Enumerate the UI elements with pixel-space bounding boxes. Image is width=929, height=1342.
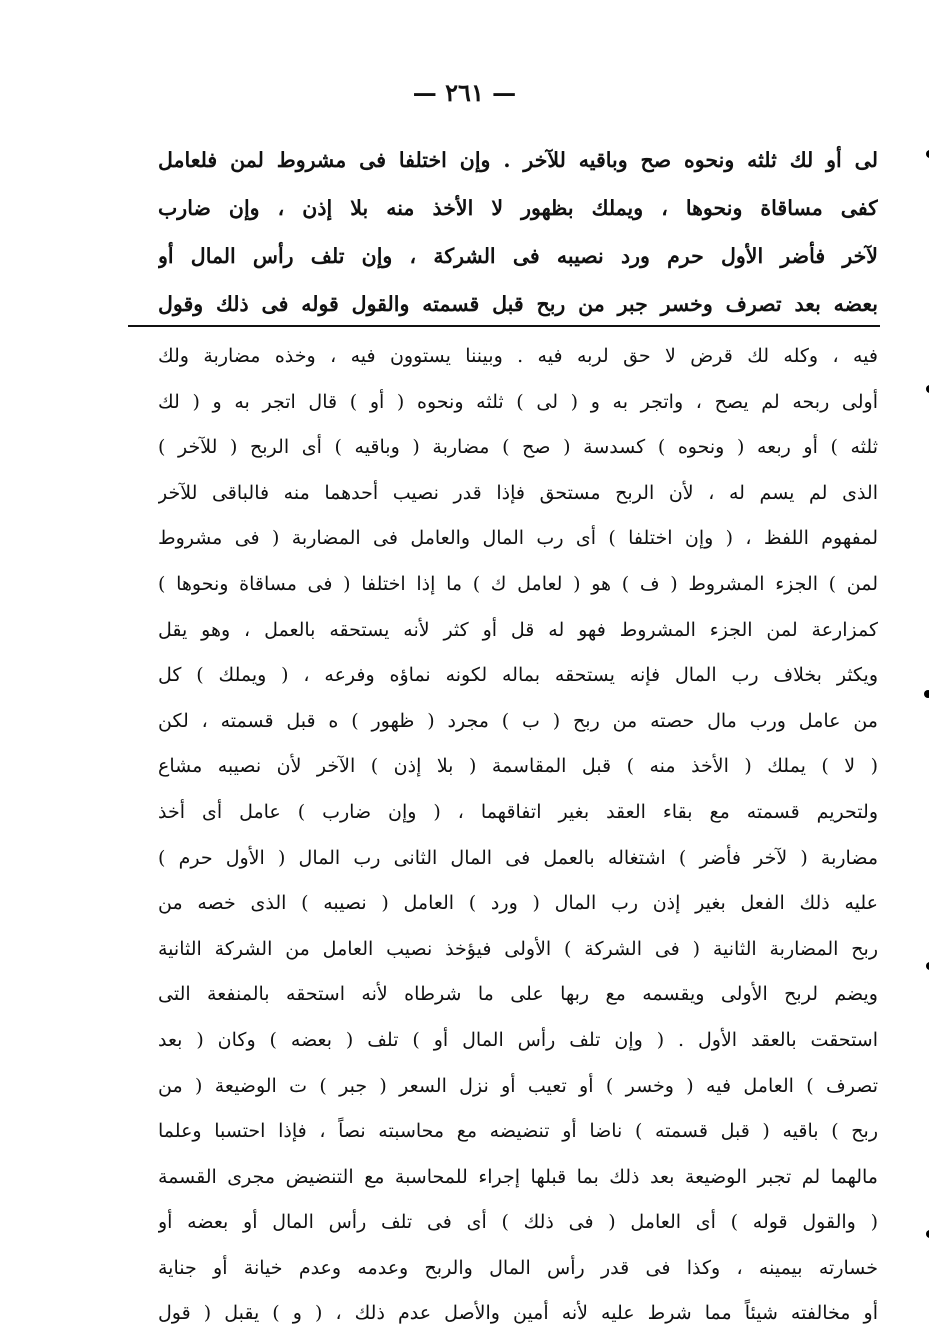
main-text-line: لى أو لك ثلثه ونحوه صح وباقيه للآخر . وإن اختلفا فى مشروط لمن فلعامل (158, 148, 878, 172)
commentary-line: خسارته بيمينه ، وكذا فى قدر رأس المال والربح وعدمه وعدم خيانة أو جناية (158, 1256, 878, 1279)
commentary-line: لمفهوم اللفظ ، ( وإن اختلفا ) أى رب المال والعامل فى المضاربة ( فى مشروط (158, 527, 878, 550)
commentary-line: من عامل ورب مال حصته من ربح ( ب ) مجرد ( ظهور ) ه قبل قسمته ، لكن (158, 709, 878, 732)
commentary-block (158, 334, 878, 1337)
main-text-block (158, 136, 878, 328)
commentary-line: مضاربة ( لآخر فأضر ) اشتغاله بالعمل فى المال الثانى رب المال ( الأول حرم ) (158, 846, 878, 869)
main-text-line: بعضه بعد تصرف وخسر جبر من ربح قبل قسمته والقول قوله فى ذلك وقول (158, 292, 878, 316)
commentary-line: مالهما لم تجبر الوضيعة بعد ذلك بما قبلها إجراء للمحاسبة مع التنضيض مجرى القسمة (158, 1165, 878, 1188)
commentary-line: ربح المضاربة الثانية ( فى الشركة ) الأولى فيؤخذ نصيب العامل من الشركة الثانية (158, 937, 878, 960)
commentary-line: ولتحريم قسمته مع بقاء العقد بغير اتفاقهما ، ( وإن ضارب ) عامل أى أخذ (158, 800, 878, 823)
page-number: — ٢٦١ — (412, 78, 517, 107)
commentary-line: ويكثر بخلاف رب المال فإنه يستحقه بماله لكونه نماؤه وفرعه ، ( ويملك ) كل (158, 664, 878, 687)
binding-hole-mark (924, 690, 929, 698)
separator-rule (128, 325, 880, 327)
commentary-line: ( والقول قوله ) أى العامل ( فى ذلك ) أى فى تلف رأس المال أو بعضه أو (158, 1211, 878, 1234)
commentary-line: عليه ذلك الفعل بغير إذن رب المال ( ورد ) العامل ( نصيبه ) الذى خصه من (158, 892, 878, 915)
commentary-line: كمزارعة لمن الجزء المشروط فهو له قل أو كثر لأنه يستحقه بالعمل ، وهو يقل (158, 618, 878, 641)
commentary-line: ربح ) باقيه ( قبل قسمته ) ناضا أو تنضيضه مع محاسبته نصاً ، فإذا احتسبا وعلما (158, 1120, 878, 1143)
main-text-line: كفى مساقاة ونحوها ، ويملك بظهور لا الأخذ منه بلا إذن ، وإن ضارب (158, 196, 878, 220)
commentary-line: تصرف ) العامل فيه ( وخسر ) أو تعيب أو نزل السعر ( جبر ) ت الوضيعة ( من (158, 1074, 878, 1097)
commentary-line: ويضم لربح الأولى ويقسمه مع ربها على ما شرطاه لأنه استحقه بالمنفعة التى (158, 983, 878, 1006)
commentary-line: ثلثه ) أو ربعه ( ونحوه ) كسدسة ( صح ) مضاربة ( وباقيه ) أى الربح ( للآخر ) (158, 436, 878, 459)
commentary-line: استحقت بالعقد الأول . ( وإن تلف رأس المال أو ) تلف ( بعضه ) وكان ( بعد (158, 1028, 878, 1051)
commentary-line: ( لا ) يملك ( الأخذ منه ) قبل المقاسمة ( بلا إذن ) الآخر لأن نصيبه مشاع (158, 755, 878, 778)
commentary-line: أو مخالفته شيئاً مما شرط عليه لأنه أمين والأصل عدم ذلك ، ( و ) يقبل ( قول (158, 1302, 878, 1325)
main-text-line: لآخر فأضر الأول حرم ورد نصيبه فى الشركة ، وإن تلف رأس المال أو (158, 244, 878, 268)
commentary-line: لمن ) الجزء المشروط ( ف ) هو ( لعامل ك ) ما إذا اختلفا ( فى مساقاة ونحوها ) (158, 572, 878, 595)
commentary-line: الذى لم يسم له ، لأن الربح مستحق فإذا قدر نصيب أحدهما منه فالباقى للآخر (158, 481, 878, 504)
commentary-line: أولى ربحه لم يصح ، واتجر به و ( لى ) ثلثه ونحوه ( أو ) قال اتجر به و ( لك (158, 390, 878, 413)
commentary-line: فيه ، وكله لك قرض لا حق لربه فيه . وبيننا يستوون فيه ، وخذه مضاربة ولك (158, 345, 878, 367)
